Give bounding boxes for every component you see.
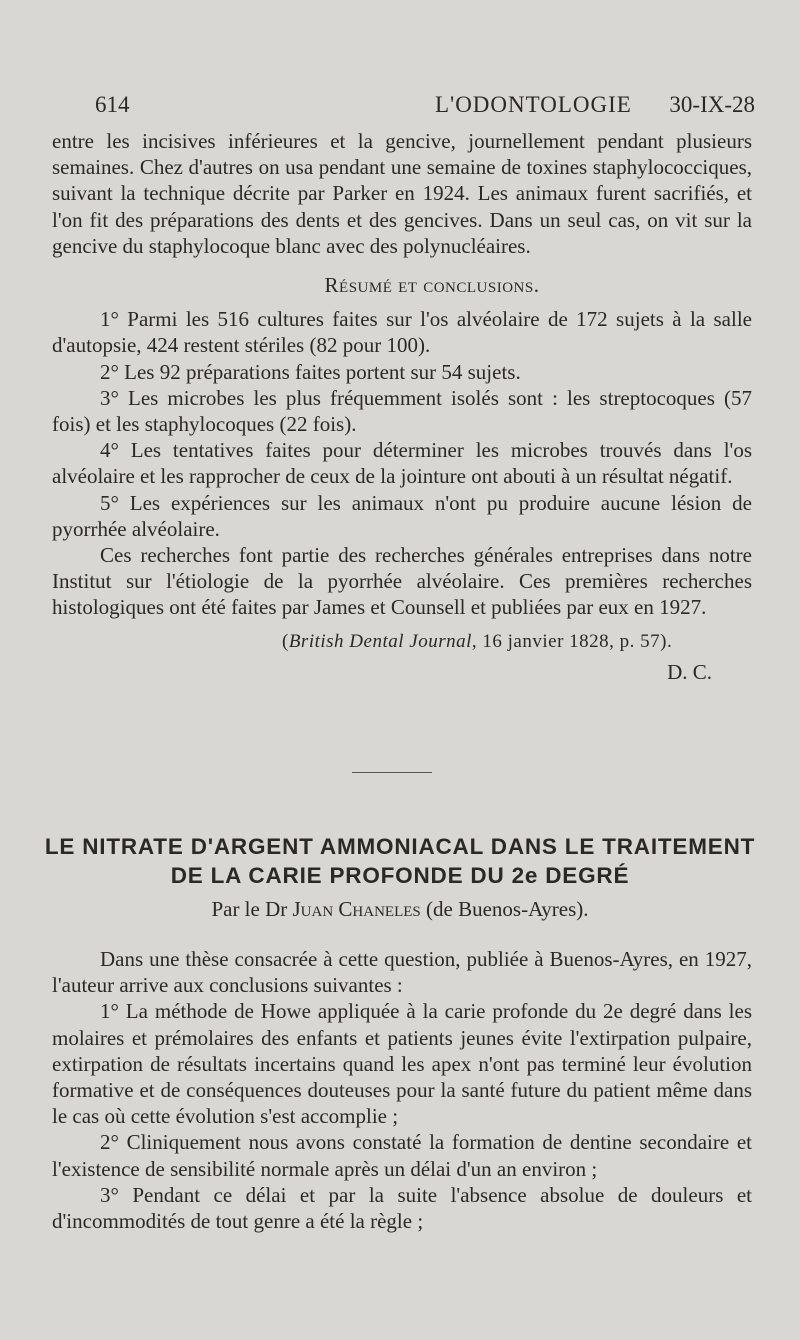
conclusion-item: 1° Parmi les 516 cultures faites sur l'os alvéolaire de 172 sujets à la salle d'autopsie, 424 restent stériles (82 pour 100). [52,307,752,358]
author-origin: (de Buenos-Ayres). [426,897,589,921]
conclusion-item: 3° Les microbes les plus fréquemment isolés sont : les streptocoques (57 fois) et les staphylocoques (22 fois). [52,385,752,437]
running-header [95,92,760,126]
page-number: 614 [95,92,130,117]
article-title: LE NITRATE D'ARGENT AMMONIACAL DANS LE TRAITEMENT DE LA CARIE PROFONDE DU 2e DEGRÉ [44,834,756,888]
conclusion-item: 2° Les 92 préparations faites portent sur 54 sujets. [100,359,521,384]
source-citation: (British Dental Journal, 16 janvier 1828, p. 57). [282,630,673,652]
byline [0,897,800,922]
article-continuation [52,128,752,685]
section-heading: Résumé et conclusions. [324,273,540,298]
author-name: Juan Chaneles [292,897,421,921]
conclusion-item: 5° Les expériences sur les animaux n'ont pu produire aucune lésion de pyorrhée alvéolaire. [52,490,752,541]
journal-title: L'ODONTOLOGIE [435,92,632,117]
issue-date: 30-IX-28 [669,92,755,117]
author-signature: D. C. [667,659,712,684]
article-body [52,946,752,1234]
section-divider [352,772,432,773]
numbered-point: 1° La méthode de Howe appliquée à la carie profonde du 2e degré dans les molaires et prémolaires des enfants et patients jeunes évite l'extirpation pulpaire, extirpation de résultats incertains quand les apex n'ont pas terminé leur évolution formative et de conséquences douteuses pour la santé future du patient même dans le cas où cette évolution s'est accomplie ; [52,999,752,1129]
closing-paragraph: Ces recherches font partie des recherches générales entreprises dans notre Institut sur l'étiologie de la pyorrhée alvéolaire. Ces premières recherches histologiques ont été faites par James et Counsell et publiées par eux en 1927. [52,543,752,620]
source-details: , 16 janvier 1828, p. 57). [471,630,673,652]
numbered-point: 3° Pendant ce délai et par la suite l'absence absolue de douleurs et d'incommodités de tout genre a été la règle ; [52,1182,752,1234]
intro-paragraph: entre les incisives inférieures et la gencive, journellement pendant plusieurs semaines. Chez d'autres on usa pendant une semaine de toxines staphylococciques, suivant la technique décrite par Parker en 1924. Les animaux furent sacrifiés, et l'on fit des préparations des dents et des gencives. Dans un seul cas, on vit sur la gencive du staphylocoque blanc avec des polynucléaires. [52,129,752,258]
article-intro: Dans une thèse consacrée à cette question, publiée à Buenos-Ayres, en 1927, l'auteur arrive aux conclusions suivantes : [52,947,752,998]
byline-prefix: Par le Dr [211,897,288,921]
source-journal: British Dental Journal [288,630,472,652]
numbered-point: 2° Cliniquement nous avons constaté la formation de dentine secondaire et l'existence de sensibilité normale après un délai d'un an environ ; [52,1130,752,1181]
conclusion-item: 4° Les tentatives faites pour déterminer les microbes trouvés dans l'os alvéolaire et les rapprocher de ceux de la jointure ont abouti à un résultat négatif. [52,438,752,489]
